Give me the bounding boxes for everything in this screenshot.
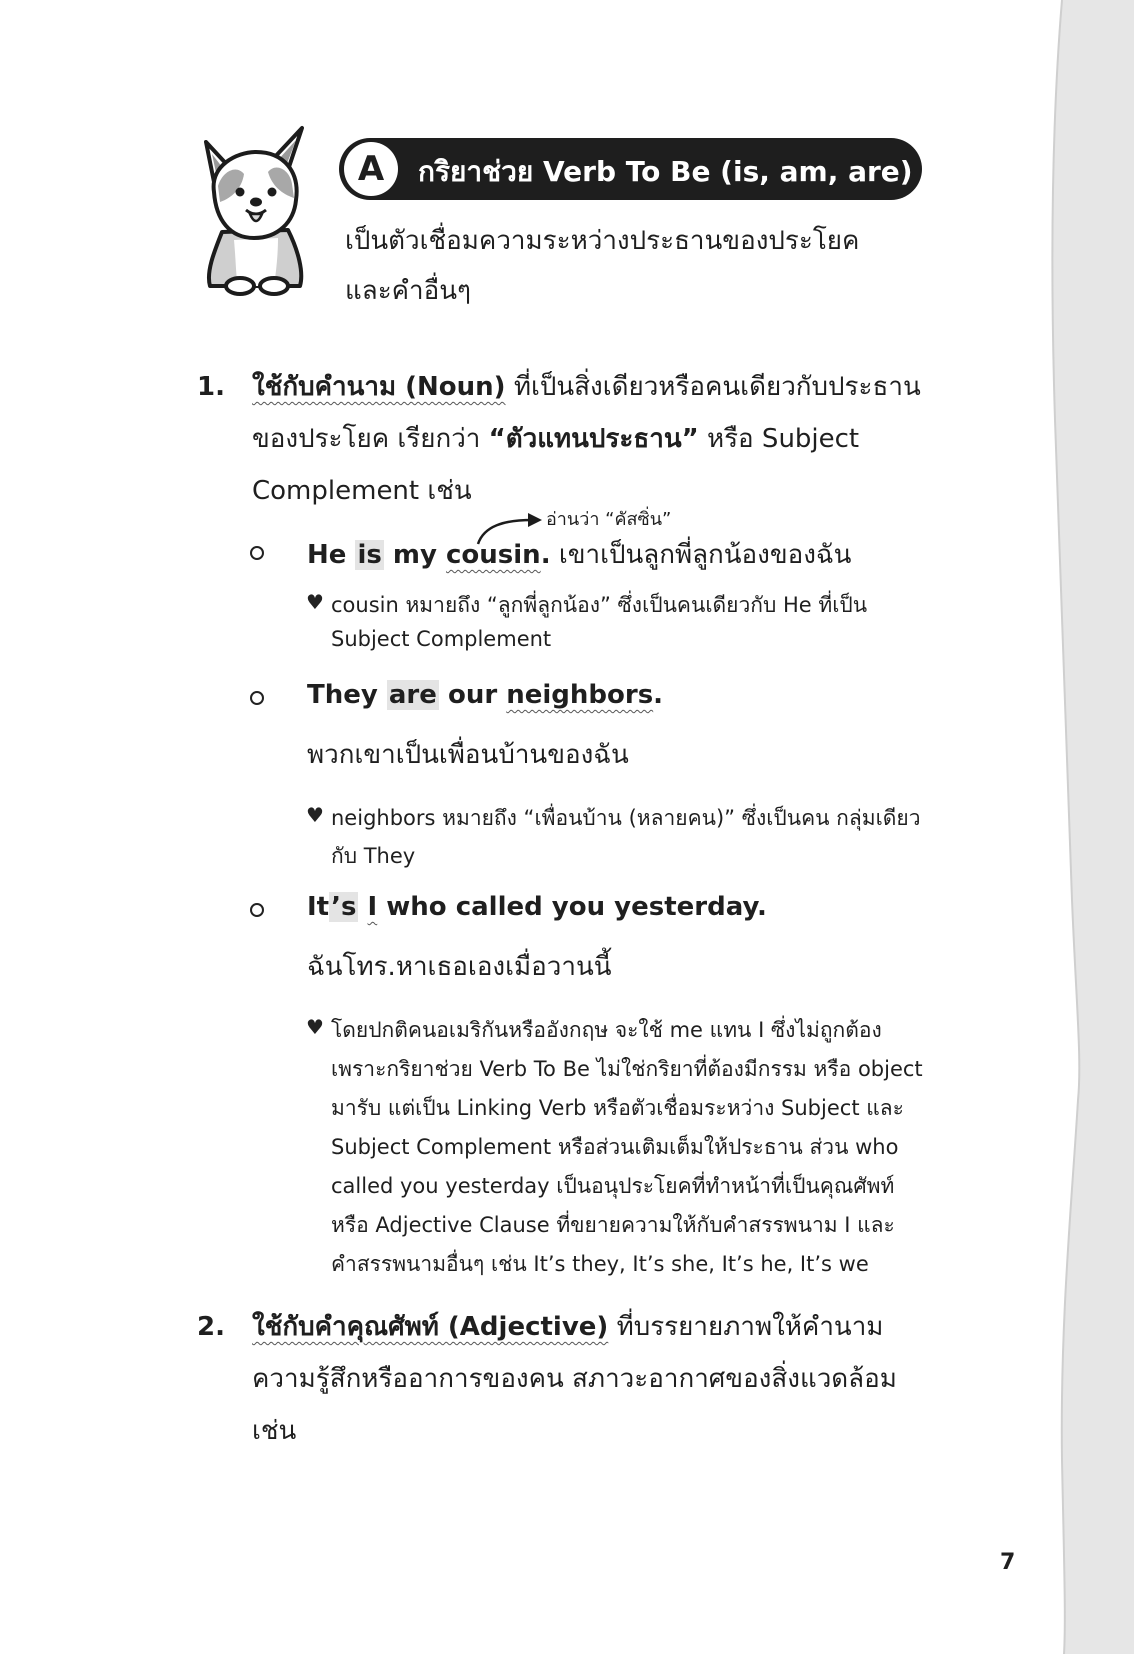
corgi-dog-icon xyxy=(192,122,314,298)
item-number-2: 2. xyxy=(197,1312,225,1342)
item1-line2-c: หรือ Subject xyxy=(698,424,860,454)
example1-part: . xyxy=(540,540,551,570)
section-description-line1: เป็นตัวเชื่อมความระหว่างประธานของประโยค xyxy=(345,226,860,256)
heart-icon: ♥ xyxy=(306,1015,324,1039)
example3-part: who called you yesterday. xyxy=(377,892,767,922)
underlined-word: I xyxy=(367,892,378,922)
example3-note-line: Subject Complement หรือส่วนเติมเต็มให้ประธาน ส่วน who xyxy=(331,1135,899,1159)
example2-part: our xyxy=(438,680,507,710)
item2-line1-rest: ที่บรรยายภาพให้คำนาม xyxy=(608,1312,884,1342)
item1-line3: Complement เช่น xyxy=(252,476,472,506)
example1-note-line2: Subject Complement xyxy=(331,627,552,651)
example2-part: They xyxy=(307,680,387,710)
example1-sentence xyxy=(307,534,851,575)
section-description-line2: และคำอื่นๆ xyxy=(345,276,472,306)
example2-note-line2: กับ They xyxy=(331,844,416,868)
item1-heading: ใช้กับคำนาม (Noun) xyxy=(252,372,506,402)
example3-note-line: โดยปกติคนอเมริกันหรืออังกฤษ จะใช้ me แทน I ซึ่งไม่ถูกต้อง xyxy=(331,1018,882,1042)
example1-note-line1: cousin หมายถึง “ลูกพี่ลูกน้อง” ซึ่งเป็นคนเดียวกับ He ที่เป็น xyxy=(331,593,868,617)
highlighted-verb: ’s xyxy=(331,892,357,922)
highlighted-verb: are xyxy=(388,680,437,710)
example2-sentence xyxy=(307,680,663,710)
example3-sentence xyxy=(307,892,767,922)
example2-part: . xyxy=(653,680,664,710)
item1-line2-a: ของประโยค เรียกว่า xyxy=(252,424,489,454)
page-number: 7 xyxy=(1000,1550,1016,1575)
item-number-1: 1. xyxy=(197,372,225,402)
item2-line2: ความรู้สึกหรืออาการของคน สภาวะอากาศของสิ่งแวดล้อม xyxy=(252,1364,897,1394)
item2-line1 xyxy=(252,1306,883,1347)
example3-note-line: คำสรรพนามอื่นๆ เช่น It’s they, It’s she, It’s he, It’s we xyxy=(331,1252,869,1276)
item1-term: “ตัวแทนประธาน” xyxy=(488,424,699,454)
example2-translation: พวกเขาเป็นเพื่อนบ้านของฉัน xyxy=(307,740,629,770)
example3-translation: ฉันโทร.หาเธอเองเมื่อวานนี้ xyxy=(307,952,612,982)
example3-part xyxy=(358,892,367,922)
pronunciation-note: อ่านว่า “คัสซิ่น” xyxy=(546,509,672,530)
item1-line1 xyxy=(252,366,921,407)
example2-note-line1: neighbors หมายถึง “เพื่อนบ้าน (หลายคน)” ซึ่งเป็นคน กลุ่มเดียว xyxy=(331,806,921,830)
example3-part: It xyxy=(307,892,330,922)
example1-part: my xyxy=(383,540,446,570)
example3-note-line: เพราะกริยาช่วย Verb To Be ไม่ใช่กริยาที่ต้องมีกรรม หรือ object xyxy=(331,1057,923,1081)
item2-heading: ใช้กับคำคุณศัพท์ (Adjective) xyxy=(252,1312,609,1342)
highlighted-verb: is xyxy=(357,540,382,570)
example-bullet xyxy=(250,691,264,705)
item1-line2 xyxy=(252,418,859,459)
example-bullet xyxy=(250,546,264,560)
example1-part: He xyxy=(307,540,356,570)
example1-translation: เขาเป็นลูกพี่ลูกน้องของฉัน xyxy=(550,540,852,570)
example3-note-line: มารับ แต่เป็น Linking Verb หรือตัวเชื่อมระหว่าง Subject และ xyxy=(331,1096,904,1120)
heart-icon: ♥ xyxy=(306,803,324,827)
underlined-word: cousin xyxy=(446,540,541,570)
item1-line1-rest: ที่เป็นสิ่งเดียวหรือคนเดียวกับประธาน xyxy=(505,372,921,402)
section-letter-badge: A xyxy=(344,142,398,196)
example3-note-line: หรือ Adjective Clause ที่ขยายความให้กับคำสรรพนาม I และ xyxy=(331,1213,895,1237)
example3-note-line: called you yesterday เป็นอนุประโยคที่ทำหน้าที่เป็นคุณศัพท์ xyxy=(331,1174,895,1198)
example-bullet xyxy=(250,903,264,917)
section-title: กริยาช่วย Verb To Be (is, am, are) xyxy=(418,155,913,188)
heart-icon: ♥ xyxy=(306,590,324,614)
item2-line3: เช่น xyxy=(252,1416,297,1446)
underlined-word: neighbors xyxy=(506,680,654,710)
